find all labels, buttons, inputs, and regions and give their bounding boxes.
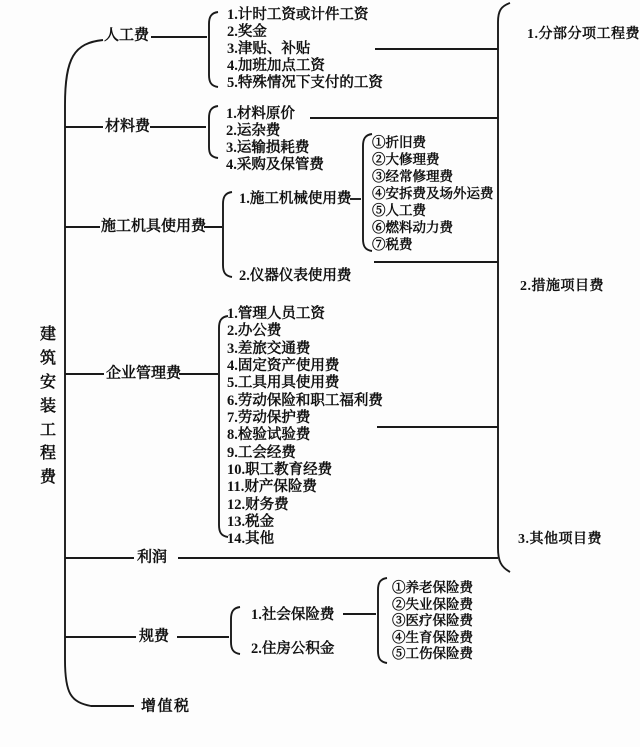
profit-label: 利润	[137, 549, 168, 566]
machinery-use-label: 1.施工机械使用费	[239, 190, 352, 207]
root-label-char: 程	[39, 445, 56, 463]
social-sub-items	[392, 580, 473, 663]
machinery-sub-item: ⑥燃料动力费	[372, 219, 453, 235]
root-label-char: 工	[39, 421, 56, 439]
root-label-char: 筑	[39, 349, 56, 367]
management-item: 4.固定资产使用费	[227, 358, 340, 375]
machinery-sub-item: ①折旧费	[372, 134, 426, 150]
machinery-sub-items	[372, 134, 494, 253]
labor-item: 5.特殊情况下支付的工资	[227, 74, 383, 91]
labor-item: 2.奖金	[227, 23, 267, 40]
management-items	[227, 306, 383, 549]
management-item: 12.财务费	[227, 496, 289, 513]
machinery-sub-item: ⑤人工费	[372, 202, 426, 218]
material-item: 4.采购及保管费	[226, 156, 324, 173]
root-label-char: 费	[39, 469, 56, 487]
social-insurance-label: 1.社会保险费	[251, 606, 335, 623]
management-item: 7.劳动保护费	[227, 410, 311, 427]
machinery-sub-item: ⑦税费	[372, 236, 413, 252]
housing-fund-label: 2.住房公积金	[251, 640, 335, 657]
material-item: 1.材料原价	[226, 105, 295, 122]
labor-label: 人工费	[104, 27, 150, 44]
category-3-label: 3.其他项目费	[518, 532, 602, 547]
labor-item: 4.加班加点工资	[227, 57, 325, 74]
management-item: 5.工具用具使用费	[227, 375, 340, 392]
labor-items	[227, 7, 383, 92]
category-1-label: 1.分部分项工程费	[527, 27, 640, 42]
labor-item: 3.津贴、补贴	[227, 40, 311, 57]
root-label-char: 装	[39, 397, 56, 415]
root-label-char: 建	[39, 326, 56, 343]
category-2-label: 2.措施项目费	[520, 279, 604, 294]
machinery-sub-item: ②大修理费	[372, 151, 440, 167]
material-item: 3.运输损耗费	[226, 139, 310, 156]
labor-item: 1.计时工资或计件工资	[227, 6, 369, 23]
root-label	[39, 323, 57, 490]
instrument-use-label: 2.仪器仪表使用费	[239, 267, 352, 284]
management-item: 1.管理人员工资	[227, 306, 325, 322]
management-label: 企业管理费	[106, 365, 182, 382]
social-sub-item: ⑤工伤保险费	[392, 646, 473, 662]
management-item: 11.财产保险费	[227, 479, 317, 496]
management-item: 9.工会经费	[227, 444, 296, 461]
social-sub-item: ③医疗保险费	[392, 613, 473, 629]
machinery-sub-item: ③经常修理费	[372, 168, 453, 184]
social-sub-item: ②失业保险费	[392, 596, 473, 612]
material-items	[226, 106, 324, 174]
management-item: 8.检验试验费	[227, 427, 311, 444]
machine-tools-label: 施工机具使用费	[101, 218, 207, 235]
management-item: 10.职工教育经费	[227, 462, 333, 479]
vat-label: 增值税	[141, 698, 191, 715]
root-label-char: 安	[39, 373, 56, 391]
material-label: 材料费	[105, 118, 151, 135]
management-item: 14.其他	[227, 531, 275, 548]
social-sub-item: ④生育保险费	[392, 629, 473, 645]
management-item: 13.税金	[227, 514, 275, 531]
management-item: 3.差旅交通费	[227, 340, 311, 357]
fees-label: 规费	[139, 628, 170, 645]
management-item: 6.劳动保险和职工福利费	[227, 392, 383, 409]
machinery-sub-item: ④安拆费及场外运费	[372, 185, 494, 201]
social-sub-item: ①养老保险费	[392, 580, 473, 595]
management-item: 2.办公费	[227, 323, 282, 340]
material-item: 2.运杂费	[226, 122, 281, 139]
